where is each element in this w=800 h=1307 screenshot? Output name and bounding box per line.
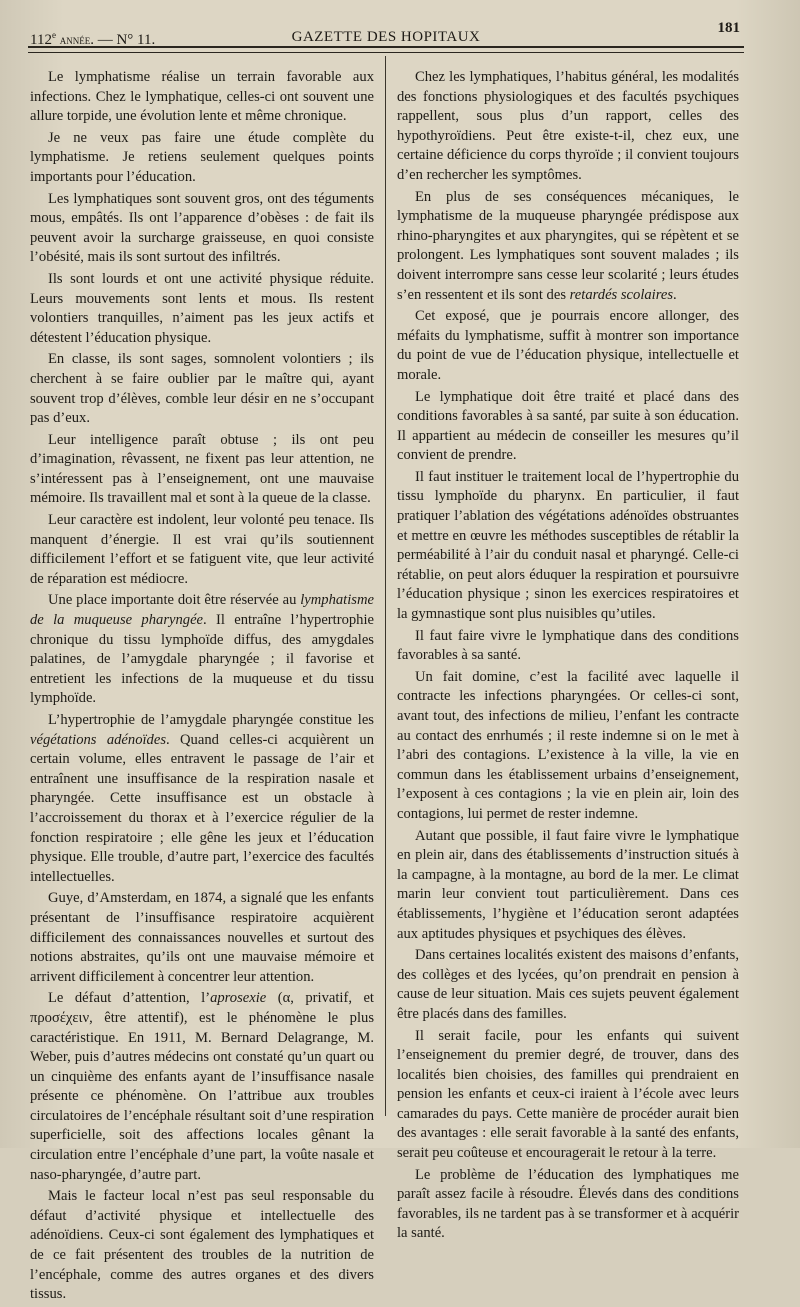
text-run: Ils sont lourds et ont une activité physique réduite. Leurs mouvements sont lents et mous. Ils restent volontiers tranquilles, n’aiment pas les jeux actifs et détestent l’éducation physique. bbox=[30, 270, 374, 346]
text-run: Le défaut d’attention, l’ bbox=[48, 990, 211, 1007]
text-run: Je ne veux pas faire une étude complète du lymphatisme. Je retiens seulement quelques points importants pour l’éducation. bbox=[30, 129, 374, 185]
text-run: Une place importante doit être réservée au bbox=[48, 592, 301, 609]
text-run: Guye, d’Amsterdam, en 1874, a signalé que les enfants présentant de l’insuffisance respiratoire acquièrent difficilement des connaissances nouvelles et surtout des notions abstraites, qu’ils ont une mauvaise mémoire et arrivent difficilement à concentrer leur attention. bbox=[30, 890, 374, 985]
paragraph bbox=[30, 350, 374, 428]
text-run: Dans certaines localités existent des maisons d’enfants, des collèges et des lycées, qu’on prendrait en pension à cause de leur situation. Mais ces sujets peuvent également être placés dans des familles. bbox=[397, 947, 739, 1022]
issue-number: . — N° 11. bbox=[90, 32, 156, 48]
paragraph bbox=[30, 1187, 374, 1305]
text-run: Le problème de l’éducation des lymphatiques me paraît assez facile à résoudre. Élevés dans des conditions favorables, ils ne tardent pas à se transformer et à acquérir la santé. bbox=[397, 1166, 739, 1242]
paragraph bbox=[397, 1027, 739, 1164]
paragraph bbox=[397, 946, 739, 1024]
text-run: Le lymphatique doit être traité et placé dans des conditions favorables à sa santé, par suite à son éducation. Il appartient au médecin de conseiller les mesures qu’il convient de prendre. bbox=[397, 388, 739, 464]
journal-title: GAZETTE DES HOPITAUX bbox=[291, 29, 481, 45]
text-run: Cet exposé, que je pourrais encore allonger, des méfaits du lymphatisme, suffit à montrer son importance du point de vue de l’éducation physique, intellectuelle et morale. bbox=[397, 308, 739, 383]
header-rule-thick bbox=[28, 46, 744, 48]
column-divider bbox=[385, 56, 386, 1116]
text-run: Il faut faire vivre le lymphatique dans des conditions favorables à sa santé. bbox=[397, 627, 739, 664]
paragraph bbox=[30, 68, 374, 127]
italic-text: retardés scolaires bbox=[569, 286, 674, 303]
paragraph bbox=[30, 431, 374, 509]
paragraph bbox=[30, 711, 374, 887]
text-run: En plus de ses conséquences mécaniques, le lymphatisme de la muqueuse pharyngée prédispose aux rhino-pharyngites et aux pharyngites, qui se répètent et se prolongent. Les lymphatiques sont souvent malades ; ils doivent interrompre sans cesse leur scolarité ; leurs études s’en ressentent et ils sont des bbox=[397, 188, 739, 303]
paragraph bbox=[30, 270, 374, 348]
text-run: . bbox=[673, 286, 677, 303]
paragraph bbox=[30, 511, 374, 589]
text-run: (α, privatif, et προσέχειν, être attentif), est le phénomène le plus caractéristique. En 1911, M. Bernard Delagrange, M. Weber, puis d’autres médecins ont constaté qu’un quart ou un cinquième des enfants ayant de l’insuffisance nasale présente ce phénomène. On l’attribue aux troubles circulatoires de l’encéphale résultant soit d’une respiration superficielle, soit des affections locales gênant la circulation entre l’encéphale d’une part, la voûte nasale et naso-pharyngée, d’autre part. bbox=[30, 990, 374, 1183]
text-run: Chez les lymphatiques, l’habitus général, les modalités des fonctions physiologiques et des facultés psychiques rappellent, sous plus d’un rapport, celles des hypothyroïdiens. Peut être existe-t-il, chez eux, une certaine déficience du corps thyroïde ; il convient toujours d’en rechercher les symptômes. bbox=[397, 69, 739, 183]
text-run: . Quand celles-ci acquièrent un certain volume, elles entravent le passage de l’air et entraînent une insuffisance de la respiration nasale et pharyngée. Cette insuffisance est un obstacle à l’accroissement du thorax et à l’exercice régulier de la fonction respiratoire ; elle gêne les jeux et l’éducation physique. Elle trouble, d’autre part, l’exercice des facultés intellectuelles. bbox=[30, 731, 374, 885]
text-run: Le lymphatisme réalise un terrain favorable aux infections. Chez le lymphatique, celles-ci ont souvent une allure torpide, une évolution lente et même chronique. bbox=[30, 69, 374, 125]
paragraph bbox=[30, 889, 374, 987]
paragraph bbox=[30, 190, 374, 268]
text-run: Autant que possible, il faut faire vivre le lymphatique en plein air, dans des établissements d’instruction situés à la campagne, à la montagne, au bord de la mer. Le climat marin leur convient tout particulièrement. Dans ces établissements, l’hygiène et l’éducation seront adaptées aux aptitudes physiques et psychiques des élèves. bbox=[397, 827, 739, 942]
year-word: année bbox=[59, 32, 91, 47]
text-run: Les lymphatiques sont souvent gros, ont des téguments mous, empâtés. Ils ont l’apparence d’obèses : de fait ils peuvent avoir la surcharge graisseuse, en quoi consiste l’obésité, mais ils sont surtout des infiltrés. bbox=[30, 190, 374, 266]
paragraph bbox=[397, 827, 739, 945]
italic-text: lymphatisme de la muqueuse pharyngée bbox=[30, 592, 374, 629]
text-run: Leur caractère est indolent, leur volonté peu tenace. Ils manquent d’énergie. Il est vrai qu’ils soutiennent difficilement l’effort et se fatiguent vite, que leur activité de réparation est médiocre. bbox=[30, 512, 374, 587]
paragraph bbox=[397, 468, 739, 625]
paragraph bbox=[397, 68, 739, 186]
italic-text: végétations adénoïdes bbox=[30, 731, 166, 748]
text-run: L’hypertrophie de l’amygdale pharyngée constitue les bbox=[48, 712, 374, 728]
text-run: En classe, ils sont sages, somnolent volontiers ; ils cherchent à se faire oublier par le maître qui, ayant souvent trop d’élèves, comble leur désir en ne s’occupant pas d’eux. bbox=[30, 351, 374, 427]
paragraph bbox=[397, 1166, 739, 1244]
text-run: . Il entraîne l’hypertrophie chronique du tissu lymphoïde diffus, des amygdales palatines, de l’amygdale pharyngée ; il favorise et entretient les infections de la muqueuse et du tissu lymphoïde. bbox=[30, 612, 375, 707]
text-run: Mais le facteur local n’est pas seul responsable du défaut d’activité physique et intellectuelle des adénoïdiens. Ceux-ci sont également des lymphatiques et de ce fait présentent des troubles de la nutrition de l’encéphale, comme des autres organes et des divers tissus. bbox=[30, 1188, 374, 1303]
italic-text: aprosexie bbox=[210, 990, 267, 1007]
text-run: Il serait facile, pour les enfants qui suivent l’enseignement du premier degré, de trouver, dans des localités bien choisies, des familles qui prendraient en pension les enfants et ceux-ci iraient à l’école avec leurs camarades du pays. Cette manière de procéder aurait bien des avantages : elle serait favorable à la santé des enfants, serait peu coûteuse et encouragerait le retour à la terre. bbox=[397, 1027, 739, 1162]
text-run: Leur intelligence paraît obtuse ; ils ont peu d’imagination, rêvassent, ne fixent pas leur attention, ne s’intéressent pas à l’enseignement, ont une mauvaise mémoire. Ils travaillent mal et sont à la queue de la classe. bbox=[30, 431, 374, 507]
paragraph bbox=[397, 668, 739, 825]
paragraph bbox=[397, 388, 739, 466]
right-column bbox=[397, 68, 739, 1246]
year-number: 112 bbox=[30, 32, 52, 48]
paragraph bbox=[30, 129, 374, 188]
paragraph bbox=[397, 307, 739, 385]
paragraph bbox=[30, 989, 374, 1185]
page-number: 181 bbox=[717, 20, 740, 36]
left-column bbox=[30, 68, 374, 1307]
text-run: Il faut instituer le traitement local de l’hypertrophie du tissu lymphoïde du pharynx. En particulier, il faut pratiquer l’ablation des végétations adénoïdes obstruantes et mettre en œuvre les méthodes susceptibles de rétablir la perméabilité à l’air du conduit nasal et pharyngé. Celle-ci rétablie, on peut alors éduquer la respiration et poursuivre l’éducation physique ; sinon les exercices respiratoires et la gymnastique sont plus nuisibles qu’utiles. bbox=[397, 468, 739, 623]
text-run: Un fait domine, c’est la facilité avec laquelle il contracte les infections pharyngées. Or celles-ci sont, avant tout, des infections de milieu, l’enfant les contracte au contact des enrhumés ; il reste indemne si on le met à l’abri des contagions. L’existence à la ville, la vie en commun dans les établissement urbains d’enseignement, l’exposent à ces contagions ; la vie en plein air, loin des contagions, lui permet de rester indemne. bbox=[397, 668, 739, 822]
year-ordinal: e bbox=[51, 30, 56, 40]
paragraph bbox=[397, 188, 739, 306]
paragraph bbox=[397, 627, 739, 666]
paragraph bbox=[30, 591, 374, 709]
header-rule-thin bbox=[28, 52, 744, 53]
